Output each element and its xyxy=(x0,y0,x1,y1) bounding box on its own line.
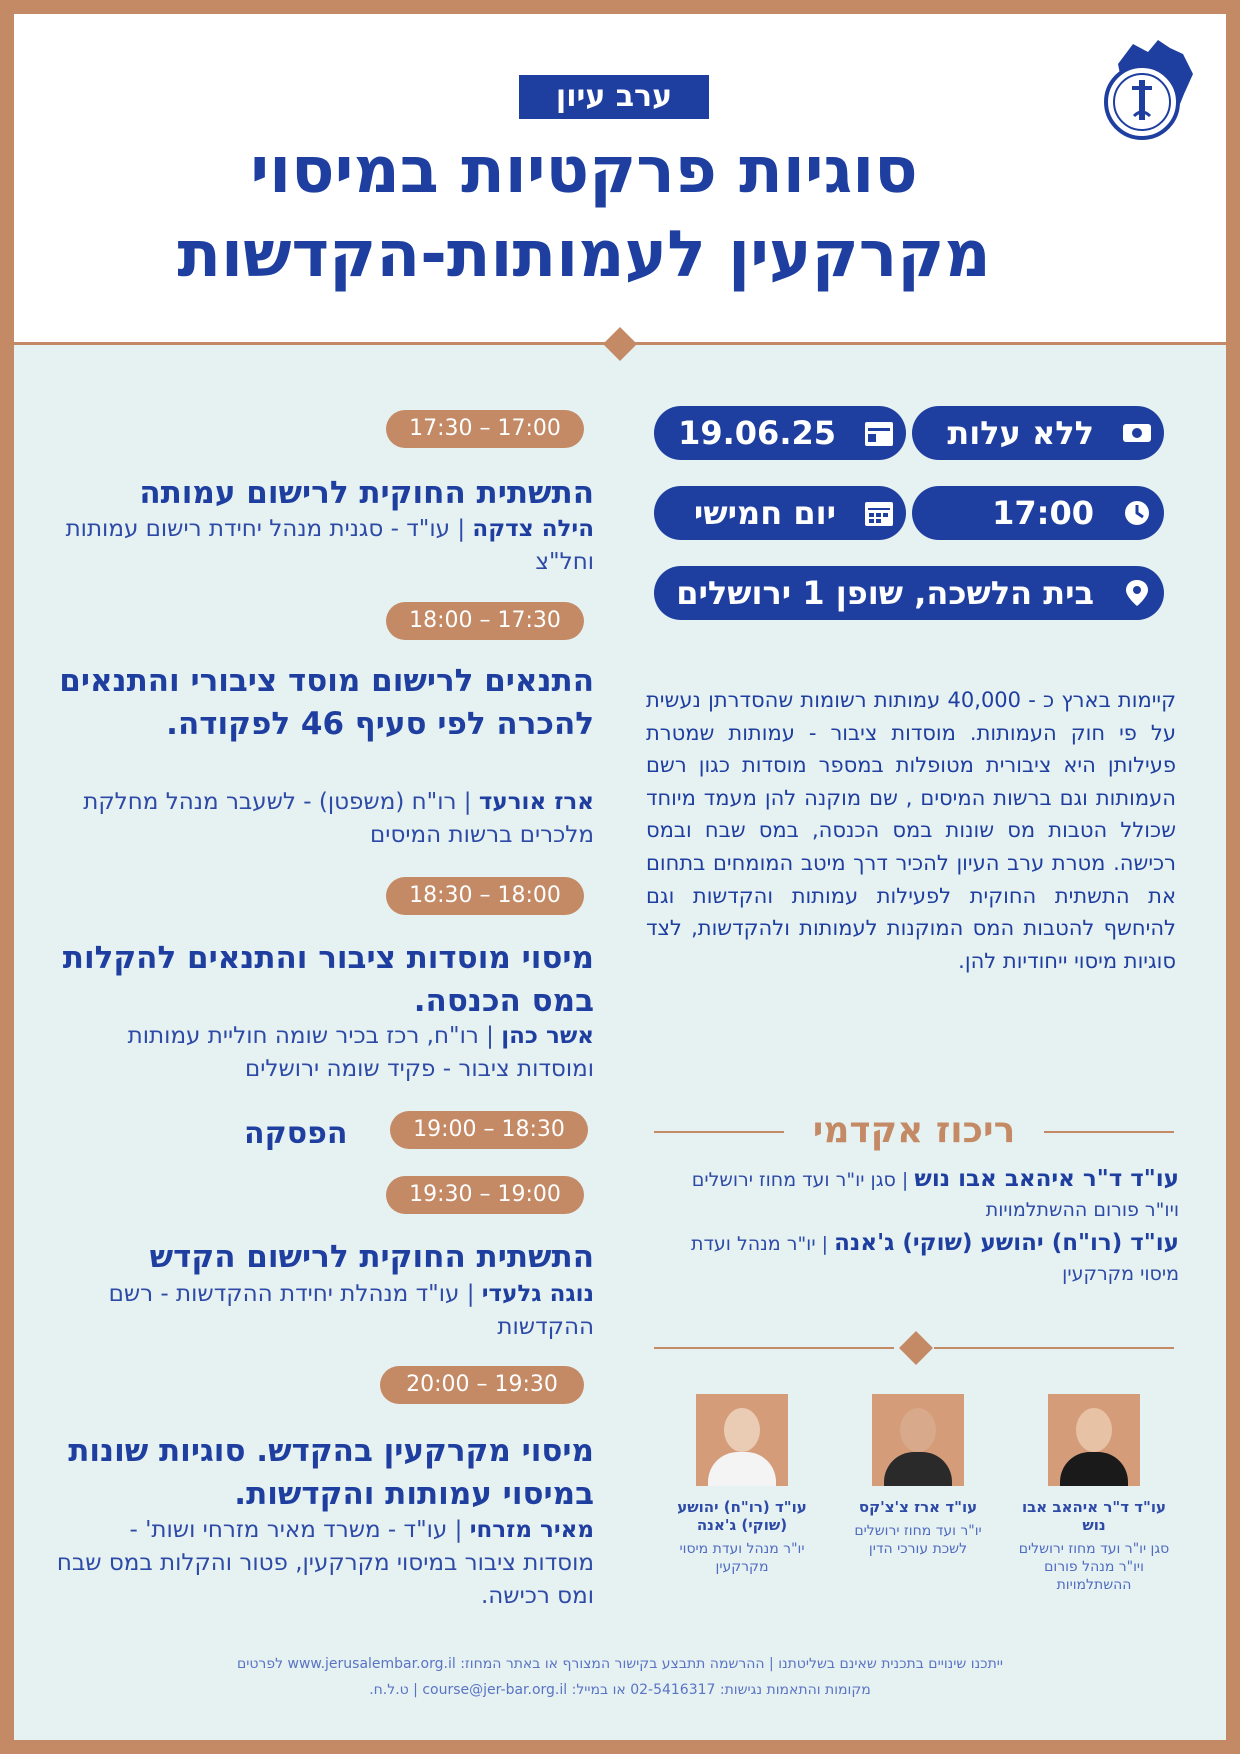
time-slot-badge: 18:00 – 17:30 xyxy=(386,602,584,640)
avatar xyxy=(696,1394,788,1486)
session-speaker: נוגה גלעדי | עו"ד מנהלת יחידת ההקדשות - רשם ההקדשות xyxy=(108,1281,594,1340)
speaker-card: עו"ד ארז צ'צ'קס יו"ר ועד מחוז ירושלים לשכת עורכי הדין xyxy=(838,1394,998,1558)
break-label: הפסקה xyxy=(244,1116,348,1151)
calendar-icon xyxy=(864,419,894,447)
session-speaker: אשר כהן | רו"ח, רכז בכיר שומה חוליית עמותות ומוסדות ציבור - פקיד שומה ירושלים xyxy=(127,1023,594,1082)
date-pill: 19.06.25 xyxy=(654,406,906,460)
speaker-card: עו"ד (רו"ח) יהושע (שוקי) ג'אנה יו"ר מנהל ועדת מיסוי מקרקעין xyxy=(662,1394,822,1576)
time-slot-badge: 18:30 – 18:00 xyxy=(386,877,584,915)
ticket-icon xyxy=(1122,419,1152,447)
title-line-2: מקרקעין לעמותות-הקדשות xyxy=(177,218,991,292)
page-title xyxy=(74,129,1094,297)
separator-diamond xyxy=(899,1331,933,1365)
footer-line-2: מקומות והתאמות נגישות: 02-5416317 או במייל: course@jer-bar.org.il | ט.ל.ח. xyxy=(369,1682,871,1698)
session-title: מיסוי מוסדות ציבור והתנאים להקלות במס הכנסה. xyxy=(62,940,594,1019)
speaker-card: עו"ד ד"ר איהאב אבו נוש סגן יו"ר ועד מחוז ירושלים ויו"ר מנהל פורום ההשתלמויות xyxy=(1014,1394,1174,1594)
academic-coordinator-2: עו"ד (רו"ח) יהושע (שוקי) ג'אנה | יו"ר מנהל ועדת מיסוי מקרקעין xyxy=(690,1230,1179,1285)
session-speaker: הילה צדקה | עו"ד - סגנית מנהל יחידת רישום עמותות וחל"צ xyxy=(65,516,594,575)
day-pill: יום חמישי xyxy=(654,486,906,540)
session-title: התשתית החוקית לרישום הקדש xyxy=(149,1239,594,1275)
avatar xyxy=(872,1394,964,1486)
bar-association-logo-icon xyxy=(1098,34,1198,144)
event-type-badge: ערב עיון xyxy=(519,75,709,119)
location-pill: בית הלשכה, שופן 1 ירושלים xyxy=(654,566,1164,620)
header xyxy=(14,14,1226,345)
event-description: קיימות בארץ כ - 40,000 עמותות רשומות שהסדרתן נעשית על פי חוק העמותות. מוסדות ציבור - עמותות שמטרת פעילותן היא ציבורית מטופלות במספר מוסדות כגון רשם העמותות וגם ברשות המיסים , שם מוקנה להן מעמד מיוחד שכולל הטבות מס שונות במס הכנסה, במס שבח ובמס רכישה. מטרת ערב העיון להכיר דרך מיטב המומחים בתחום את התשתית החוקית לפעילות עמותות והקדשות וגם להיחשף להטבות המס המוקנות לעמותות ולהקדשות, לצד סוגיות מיסוי ייחודיות להן. xyxy=(646,688,1176,973)
time-pill: 17:00 xyxy=(912,486,1164,540)
academic-heading: ריכוז אקדמי xyxy=(654,1109,1174,1153)
poster xyxy=(14,14,1226,1740)
calendar-grid-icon xyxy=(864,499,894,527)
clock-icon xyxy=(1122,499,1152,527)
session-title: התנאים לרישום מוסד ציבורי והתנאים להכרה לפי סעיף 46 לפקודה. xyxy=(59,663,594,742)
title-line-1: סוגיות פרקטיות במיסוי xyxy=(250,134,918,208)
time-slot-badge: 19:30 – 19:00 xyxy=(386,1176,584,1214)
session-speaker: מאיר מזרחי | עו"ד - משרד מאיר מזרחי ושות' - מוסדות ציבור במיסוי מקרקעין, פטור והקלות במס שבח ומס רכישה. xyxy=(56,1517,594,1609)
location-pin-icon xyxy=(1122,579,1152,607)
avatar xyxy=(1048,1394,1140,1486)
session-speaker: ארז אורעד | רו"ח (משפטן) - לשעבר מנהל מחלקת מלכרים ברשות המיסים xyxy=(83,789,594,848)
time-slot-badge: 20:00 – 19:30 xyxy=(380,1366,584,1404)
academic-coordinator-1: עו"ד ד"ר איהאב אבו נוש | סגן יו"ר ועד מחוז ירושלים ויו"ר פורום ההשתלמויות xyxy=(691,1166,1179,1221)
session-title: התשתית החוקית לרישום עמותה xyxy=(139,475,594,511)
time-slot-badge: 17:30 – 17:00 xyxy=(386,410,584,448)
cost-pill: ללא עלות xyxy=(912,406,1164,460)
break-time-badge: 19:00 – 18:30 xyxy=(390,1111,588,1149)
footer-line-1: ייתכנו שינויים בתכנית שאינם בשליטתנו | ההרשמה תתבצע בקישור המצורף או באתר המחוז: www.jerusalembar.org.il לפרטים xyxy=(236,1656,1004,1672)
session-title: מיסוי מקרקעין בהקדש. סוגיות שונות במיסוי עמותות והקדשות. xyxy=(68,1433,594,1512)
